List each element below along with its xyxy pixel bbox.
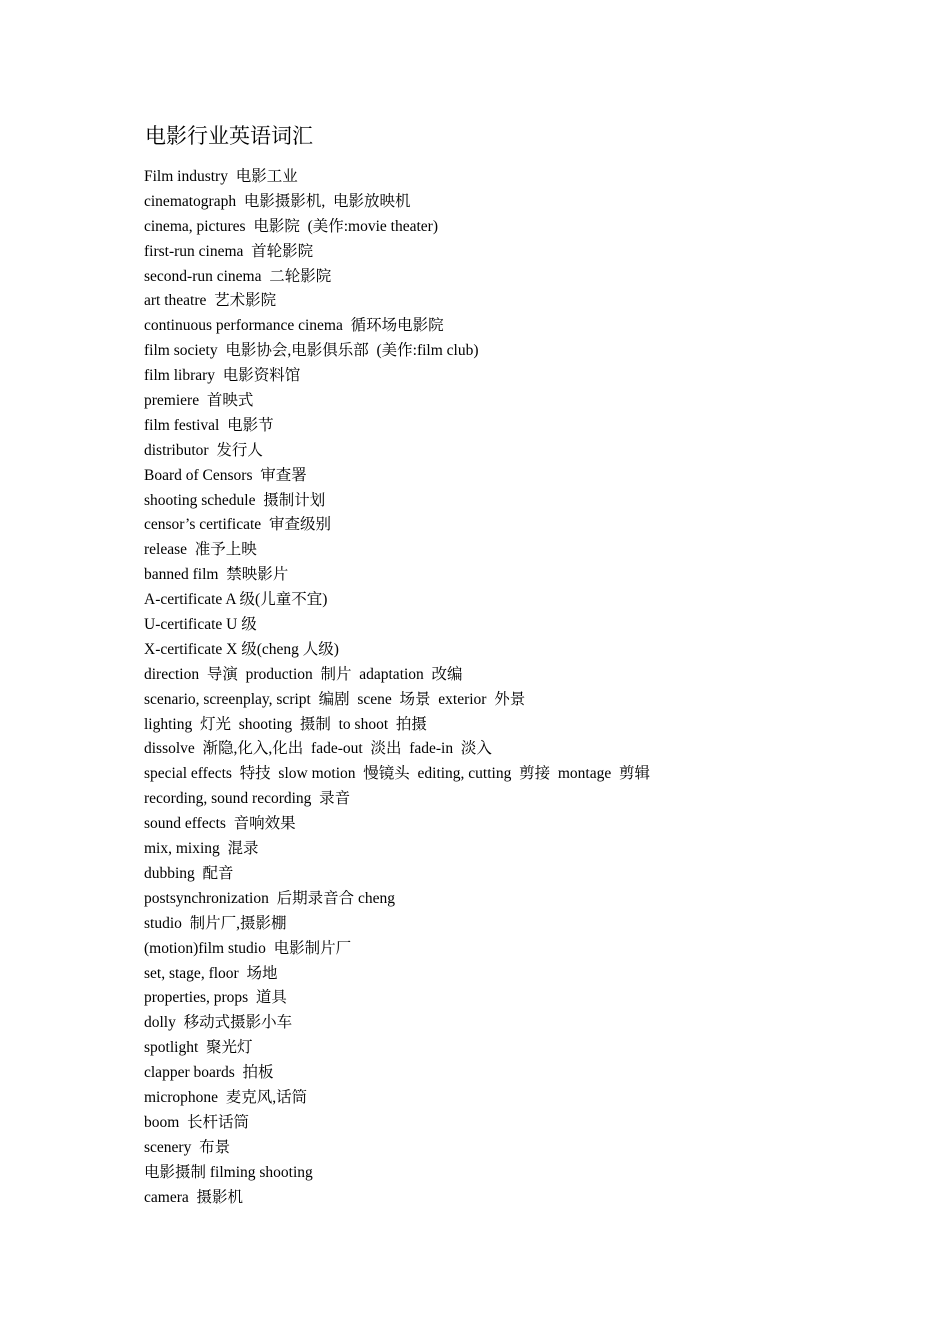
glossary-entry: shooting schedule 摄制计划 bbox=[144, 491, 326, 509]
glossary-entry: (motion)film studio 电影制片厂 bbox=[144, 939, 352, 957]
glossary-entry: cinematograph 电影摄影机, 电影放映机 bbox=[144, 192, 411, 210]
glossary-entry: properties, props 道具 bbox=[144, 989, 287, 1007]
glossary-entry: film society 电影协会,电影俱乐部 (美作:film club) bbox=[144, 342, 479, 360]
glossary-entry: release 准予上映 bbox=[144, 541, 257, 559]
glossary-entry: sound effects 音响效果 bbox=[144, 815, 296, 833]
glossary-entry: special effects 特技 slow motion 慢镜头 editing, cutting 剪接 montage 剪辑 bbox=[144, 765, 650, 783]
glossary-entry: first-run cinema 首轮影院 bbox=[144, 242, 314, 260]
glossary-entry: premiere 首映式 bbox=[144, 392, 254, 410]
glossary-list bbox=[144, 165, 650, 1210]
glossary-entry: continuous performance cinema 循环场电影院 bbox=[144, 317, 444, 335]
glossary-entry: X-certificate X 级(cheng 人级) bbox=[144, 640, 339, 658]
glossary-entry: boom 长杆话筒 bbox=[144, 1113, 250, 1131]
glossary-entry: microphone 麦克风,话筒 bbox=[144, 1088, 308, 1106]
glossary-entry: lighting 灯光 shooting 摄制 to shoot 拍摄 bbox=[144, 715, 427, 733]
glossary-entry: spotlight 聚光灯 bbox=[144, 1039, 253, 1057]
glossary-entry: mix, mixing 混录 bbox=[144, 840, 259, 858]
glossary-entry: scenario, screenplay, script 编剧 scene 场景 exterior 外景 bbox=[144, 690, 526, 708]
glossary-entry: dubbing 配音 bbox=[144, 864, 234, 882]
document-title: 电影行业英语词汇 bbox=[145, 124, 313, 148]
glossary-entry: camera 摄影机 bbox=[144, 1188, 243, 1206]
glossary-entry: U-certificate U 级 bbox=[144, 616, 257, 634]
glossary-entry: Board of Censors 审查署 bbox=[144, 466, 307, 484]
glossary-entry: studio 制片厂,摄影棚 bbox=[144, 914, 287, 932]
glossary-entry: postsynchronization 后期录音合 cheng bbox=[144, 889, 395, 907]
glossary-entry: direction 导演 production 制片 adaptation 改编 bbox=[144, 665, 463, 683]
glossary-entry: art theatre 艺术影院 bbox=[144, 292, 277, 310]
glossary-entry: film festival 电影节 bbox=[144, 416, 274, 434]
glossary-entry: banned film 禁映影片 bbox=[144, 566, 289, 584]
glossary-entry: recording, sound recording 录音 bbox=[144, 790, 351, 808]
glossary-entry: cinema, pictures 电影院 (美作:movie theater) bbox=[144, 217, 438, 235]
glossary-entry: Film industry 电影工业 bbox=[144, 168, 298, 185]
glossary-entry: 电影摄制 filming shooting bbox=[144, 1163, 313, 1181]
glossary-entry: dissolve 渐隐,化入,化出 fade-out 淡出 fade-in 淡入 bbox=[144, 740, 492, 758]
glossary-entry: distributor 发行人 bbox=[144, 441, 263, 459]
glossary-entry: dolly 移动式摄影小车 bbox=[144, 1014, 293, 1032]
glossary-entry: set, stage, floor 场地 bbox=[144, 964, 278, 982]
glossary-entry: scenery 布景 bbox=[144, 1138, 231, 1156]
glossary-entry: second-run cinema 二轮影院 bbox=[144, 267, 332, 285]
glossary-entry: clapper boards 拍板 bbox=[144, 1064, 274, 1082]
glossary-entry: A-certificate A 级(儿童不宜) bbox=[144, 591, 328, 609]
glossary-entry: film library 电影资料馆 bbox=[144, 367, 301, 385]
glossary-entry: censor’s certificate 审查级别 bbox=[144, 516, 331, 534]
